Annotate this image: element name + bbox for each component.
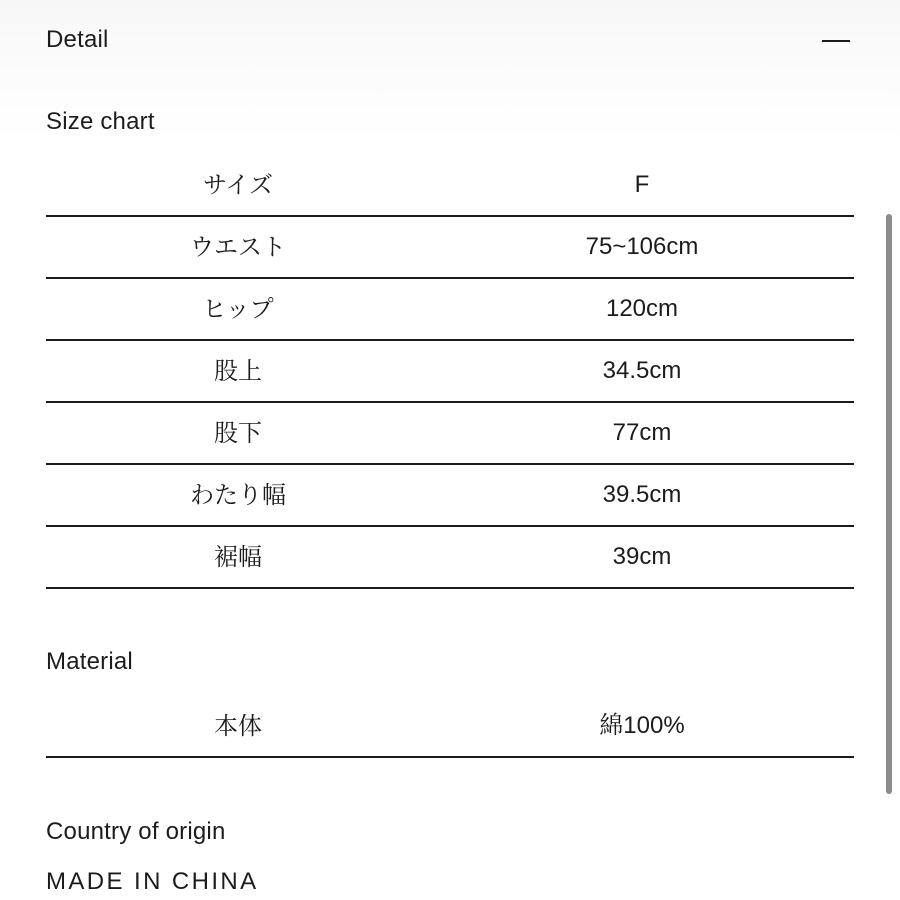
size-chart-table <box>46 155 854 589</box>
table-row <box>46 527 854 589</box>
row-label: ヒップ <box>202 295 274 323</box>
row-label: 股上 <box>214 357 262 385</box>
row-value: 75~106cm <box>585 233 699 260</box>
size-chart-title: Size chart <box>46 108 155 135</box>
table-row <box>46 696 854 758</box>
material-table <box>46 696 854 758</box>
row-label: 股下 <box>214 419 262 447</box>
row-value: 120cm <box>605 295 679 322</box>
row-value: 39cm <box>612 543 672 570</box>
table-row <box>46 341 854 403</box>
origin-value: MADE IN CHINA <box>46 868 259 895</box>
row-label: 本体 <box>214 712 262 740</box>
origin-title: Country of origin <box>46 818 226 845</box>
table-row <box>46 279 854 341</box>
size-header-value: F <box>634 171 650 198</box>
minus-icon[interactable] <box>822 40 850 42</box>
table-row <box>46 403 854 465</box>
row-label: 裾幅 <box>214 543 262 571</box>
row-value: 39.5cm <box>602 481 682 508</box>
table-row <box>46 217 854 279</box>
table-row <box>46 465 854 527</box>
detail-accordion-header[interactable] <box>46 22 854 62</box>
row-value: 綿100% <box>599 712 685 739</box>
size-header-label: サイズ <box>202 171 274 199</box>
row-value: 34.5cm <box>602 357 682 384</box>
detail-title: Detail <box>46 26 109 53</box>
material-title: Material <box>46 648 133 675</box>
scrollbar-thumb[interactable] <box>886 214 892 794</box>
row-label: わたり幅 <box>190 481 286 509</box>
row-value: 77cm <box>612 419 672 446</box>
table-header-row <box>46 155 854 217</box>
row-label: ウエスト <box>190 233 286 261</box>
